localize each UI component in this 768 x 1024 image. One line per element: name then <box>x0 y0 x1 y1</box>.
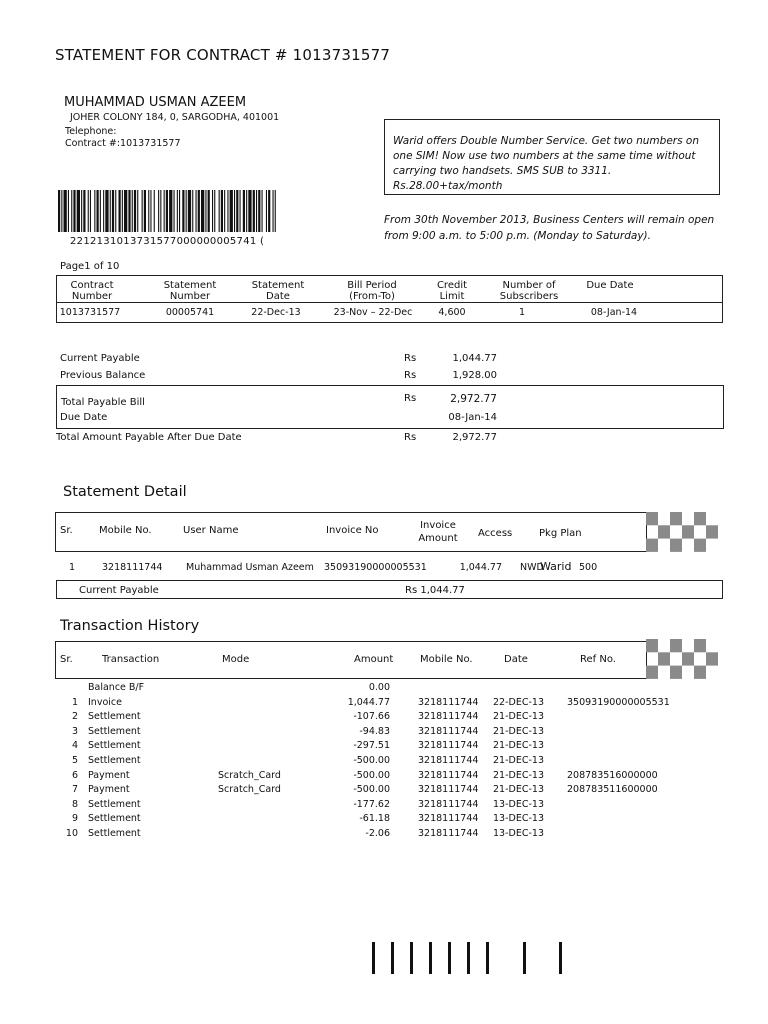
tx-cell-transaction: Settlement <box>88 740 141 752</box>
transaction-history-title: Transaction History <box>60 618 200 634</box>
info-statement-date: 22-Dec-13 <box>251 307 301 318</box>
total-payable-value: 2,972.77 <box>450 393 497 405</box>
previous-balance-currency: Rs <box>404 370 417 381</box>
tx-header-date: Date <box>504 654 528 665</box>
sd-header-invoice-no: Invoice No <box>326 525 379 536</box>
customer-address: JOHER COLONY 184, 0, SARGODHA, 401001 <box>70 112 280 123</box>
customer-name: MUHAMMAD USMAN AZEEM <box>64 95 247 110</box>
barcode-image <box>58 190 278 232</box>
sd-header-invoice-amount: Invoice Amount <box>418 520 458 544</box>
tx-cell-date: 22-DEC-13 <box>493 696 544 708</box>
due-date-label: Due Date <box>60 412 108 423</box>
sd-current-payable-value: Rs 1,044.77 <box>405 585 465 596</box>
sd-header-pkg: Pkg Plan <box>539 528 582 539</box>
info-header-bill-period: Bill Period (From-To) <box>347 280 397 302</box>
tx-cell-date: 21-DEC-13 <box>493 711 544 723</box>
previous-balance-label: Previous Balance <box>60 370 146 381</box>
tx-cell-date: 13-DEC-13 <box>493 828 544 839</box>
sd-row-user: Muhammad Usman Azeem <box>186 562 314 573</box>
checker-pattern-transactions <box>646 639 718 679</box>
tx-cell-amount: 0.00 <box>368 682 390 693</box>
sd-header-user: User Name <box>183 525 239 536</box>
bottom-scan-marks <box>368 942 568 976</box>
tx-cell-mobile: 3218111744 <box>418 798 479 810</box>
statement-title: STATEMENT FOR CONTRACT # 1013731577 <box>55 46 391 64</box>
tx-cell-sr: 5 <box>71 755 78 766</box>
tx-cell-date: 21-DEC-13 <box>493 784 544 796</box>
promo-box: Warid offers Double Number Service. Get two numbers on one SIM! Now use two numbers at the same time without carrying two handsets. SMS SUB to 3311. Rs.28.00+tax/month <box>384 119 720 195</box>
after-due-label: Total Amount Payable After Due Date <box>56 432 242 443</box>
tx-cell-transaction: Invoice <box>88 696 122 708</box>
tx-cell-mode: Scratch_Card <box>218 784 281 796</box>
tx-cell-sr: 3 <box>71 725 78 737</box>
tx-cell-sr: 6 <box>71 769 78 781</box>
tx-header-ref: Ref No. <box>580 654 616 665</box>
tx-header-transaction: Transaction <box>102 654 160 665</box>
page-indicator <box>60 261 119 272</box>
tx-cell-amount: -500.00 <box>353 784 390 796</box>
info-header-due-date: Due Date <box>586 280 634 291</box>
sd-current-payable-label: Current Payable <box>79 585 159 596</box>
sd-row-pkg-value: 500 <box>579 562 598 573</box>
tx-cell-sr: 9 <box>71 813 78 825</box>
sd-header-mobile: Mobile No. <box>99 525 152 536</box>
info-contract-number: 1013731577 <box>59 307 121 318</box>
tx-cell-amount: -107.66 <box>353 711 390 723</box>
business-hours-notice: From 30th November 2013, Business Centers will remain open from 9:00 a.m. to 5:00 p.m. (Monday to Saturday). <box>384 214 715 242</box>
sd-row-sr: 1 <box>69 562 76 573</box>
statement-detail-header <box>55 512 647 552</box>
sd-row-invoice-no: 35093190000005531 <box>324 562 427 573</box>
after-due-currency: Rs <box>404 432 417 443</box>
tx-cell-date: 21-DEC-13 <box>493 769 544 781</box>
tx-cell-transaction: Settlement <box>88 798 141 810</box>
checker-pattern-detail <box>646 512 718 552</box>
tx-cell-date: 21-DEC-13 <box>493 755 544 766</box>
tx-cell-transaction: Settlement <box>88 755 141 766</box>
tx-header-amount: Amount <box>354 654 394 665</box>
tx-cell-amount: -500.00 <box>353 755 390 766</box>
sd-current-payable-row <box>56 580 723 599</box>
tx-cell-amount: -177.62 <box>353 798 390 810</box>
previous-balance-value: 1,928.00 <box>452 370 497 381</box>
tx-cell-transaction: Settlement <box>88 711 141 723</box>
after-due-value: 2,972.77 <box>452 432 497 443</box>
tx-cell-mobile: 3218111744 <box>418 769 479 781</box>
tx-cell-ref: 208783511600000 <box>567 784 658 796</box>
tx-cell-amount: -94.83 <box>359 725 390 737</box>
current-payable-value: 1,044.77 <box>452 353 497 364</box>
tx-cell-sr: 8 <box>71 798 78 810</box>
tx-cell-mobile: 3218111744 <box>418 828 479 839</box>
tx-cell-mobile: 3218111744 <box>418 725 479 737</box>
tx-cell-date: 21-DEC-13 <box>493 725 544 737</box>
info-credit-limit: 4,600 <box>438 307 466 318</box>
customer-contract: Contract #:1013731577 <box>65 138 181 149</box>
info-header-subscribers: Number of Subscribers <box>499 280 559 302</box>
total-payable-box <box>56 385 724 429</box>
sd-row-mobile: 3218111744 <box>102 562 163 573</box>
tx-cell-date: 13-DEC-13 <box>493 813 544 825</box>
tx-header-mobile: Mobile No. <box>420 654 473 665</box>
tx-cell-ref: 35093190000005531 <box>567 696 670 708</box>
transaction-header <box>55 641 647 679</box>
tx-cell-sr: 2 <box>71 711 78 723</box>
total-payable-label: Total Payable Bill <box>61 397 145 408</box>
customer-telephone: Telephone: <box>65 126 117 137</box>
tx-header-sr: Sr. <box>60 654 73 665</box>
info-header-credit-limit: Credit Limit <box>436 280 468 302</box>
total-payable-currency: Rs <box>404 393 417 404</box>
tx-cell-sr: 7 <box>71 784 78 796</box>
statement-detail-title: Statement Detail <box>63 484 187 500</box>
tx-cell-mobile: 3218111744 <box>418 696 479 708</box>
sd-header-access: Access <box>478 528 513 539</box>
tx-cell-mobile: 3218111744 <box>418 740 479 752</box>
current-payable-label: Current Payable <box>60 353 140 364</box>
tx-cell-mobile: 3218111744 <box>418 784 479 796</box>
tx-cell-ref: 208783516000000 <box>567 769 658 781</box>
barcode-text: 2212131013731577000000005741 ( <box>70 236 265 247</box>
tx-cell-amount: -297.51 <box>353 740 390 752</box>
page-label: Page <box>60 261 85 272</box>
due-date-value: 08-Jan-14 <box>448 412 497 423</box>
tx-cell-transaction: Settlement <box>88 828 141 839</box>
tx-cell-transaction: Settlement <box>88 725 141 737</box>
tx-cell-transaction: Payment <box>88 784 130 796</box>
info-bill-period: 23-Nov – 22-Dec <box>333 307 413 318</box>
contract-info-table <box>56 275 723 323</box>
tx-header-mode: Mode <box>222 654 250 665</box>
info-subscribers: 1 <box>518 307 526 318</box>
tx-cell-amount: -2.06 <box>365 828 390 839</box>
sd-header-sr: Sr. <box>60 525 73 536</box>
sd-row-access: NWD <box>520 562 544 573</box>
tx-cell-transaction: Balance B/F <box>88 682 145 693</box>
info-statement-number: 00005741 <box>165 307 215 318</box>
tx-cell-mode: Scratch_Card <box>218 769 281 781</box>
tx-cell-transaction: Payment <box>88 769 130 781</box>
info-due-date: 08-Jan-14 <box>590 307 638 318</box>
tx-cell-amount: -61.18 <box>359 813 390 825</box>
tx-cell-sr: 10 <box>65 828 78 839</box>
info-header-contract: Contract Number <box>70 280 114 302</box>
sd-row-amount: 1,044.77 <box>459 562 502 573</box>
current-payable-currency: Rs <box>404 353 417 364</box>
tx-cell-sr: 4 <box>71 740 78 752</box>
info-header-statement-number: Statement Number <box>163 280 217 302</box>
page-value: 1 of 10 <box>84 261 120 272</box>
tx-cell-amount: 1,044.77 <box>347 696 390 708</box>
tx-cell-sr: 1 <box>71 696 78 708</box>
tx-cell-mobile: 3218111744 <box>418 711 479 723</box>
sd-row-pkg-brand: Warid <box>540 560 572 573</box>
tx-cell-amount: -500.00 <box>353 769 390 781</box>
tx-cell-date: 21-DEC-13 <box>493 740 544 752</box>
info-header-statement-date: Statement Date <box>251 280 305 302</box>
tx-cell-mobile: 3218111744 <box>418 813 479 825</box>
tx-cell-mobile: 3218111744 <box>418 755 479 766</box>
tx-cell-transaction: Settlement <box>88 813 141 825</box>
tx-cell-date: 13-DEC-13 <box>493 798 544 810</box>
